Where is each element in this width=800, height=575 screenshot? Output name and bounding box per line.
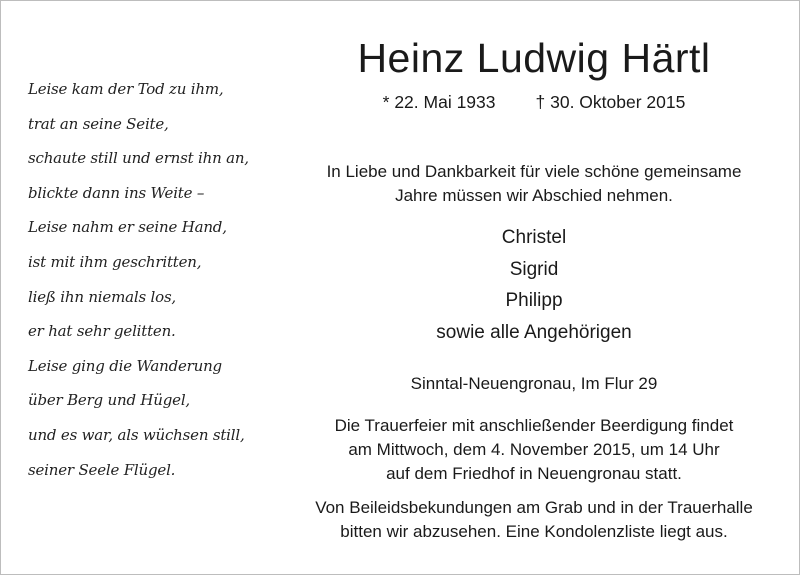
poem-line: blickte dann ins Weite – xyxy=(28,183,205,202)
poem-line: ließ ihn niemals los, xyxy=(28,287,177,306)
family-address: Sinntal-Neuengronau, Im Flur 29 xyxy=(410,374,658,393)
condolence-note xyxy=(284,496,784,544)
poem-line: über Berg und Hügel, xyxy=(28,391,190,410)
intro-line: Jahre müssen wir Abschied nehmen. xyxy=(395,186,673,205)
poem-line: er hat sehr gelitten. xyxy=(28,322,176,341)
deceased-name: Heinz Ludwig Härtl xyxy=(357,35,711,81)
poem-line: trat an seine Seite, xyxy=(28,114,169,133)
mourners-list xyxy=(284,222,784,348)
mourner-name: Sigrid xyxy=(509,258,559,280)
condolence-line: bitten wir abzusehen. Eine Kondolenzliste liegt aus. xyxy=(340,522,728,541)
funeral-line: auf dem Friedhof in Neuengronau statt. xyxy=(386,464,682,483)
poem-line: schaute still und ernst ihn an, xyxy=(28,149,249,168)
intro-line: In Liebe und Dankbarkeit für viele schöne gemeinsame xyxy=(326,162,742,181)
funeral-line: Die Trauerfeier mit anschließender Beerdigung findet xyxy=(334,416,734,435)
poem-line: Leise kam der Tod zu ihm, xyxy=(28,80,224,98)
funeral-line: am Mittwoch, dem 4. November 2015, um 14 Uhr xyxy=(348,440,720,459)
death-date: † 30. Oktober 2015 xyxy=(535,92,686,112)
birth-date: * 22. Mai 1933 xyxy=(382,92,496,112)
memorial-poem xyxy=(28,72,278,487)
poem-line: Leise ging die Wanderung xyxy=(28,356,222,375)
poem-line: und es war, als wüchsen still, xyxy=(28,425,245,444)
poem-line: Leise nahm er seine Hand, xyxy=(28,218,227,237)
mourner-name: Philipp xyxy=(505,290,563,311)
funeral-details xyxy=(284,414,784,486)
poem-line: seiner Seele Flügel. xyxy=(28,460,176,479)
intro-text xyxy=(284,160,784,208)
mourner-relatives: sowie alle Angehörigen xyxy=(436,321,632,343)
poem-line: ist mit ihm geschritten, xyxy=(28,252,202,271)
condolence-line: Von Beileidsbekundungen am Grab und in der Trauerhalle xyxy=(315,498,753,517)
life-dates xyxy=(284,90,784,114)
mourner-name: Christel xyxy=(501,227,567,248)
